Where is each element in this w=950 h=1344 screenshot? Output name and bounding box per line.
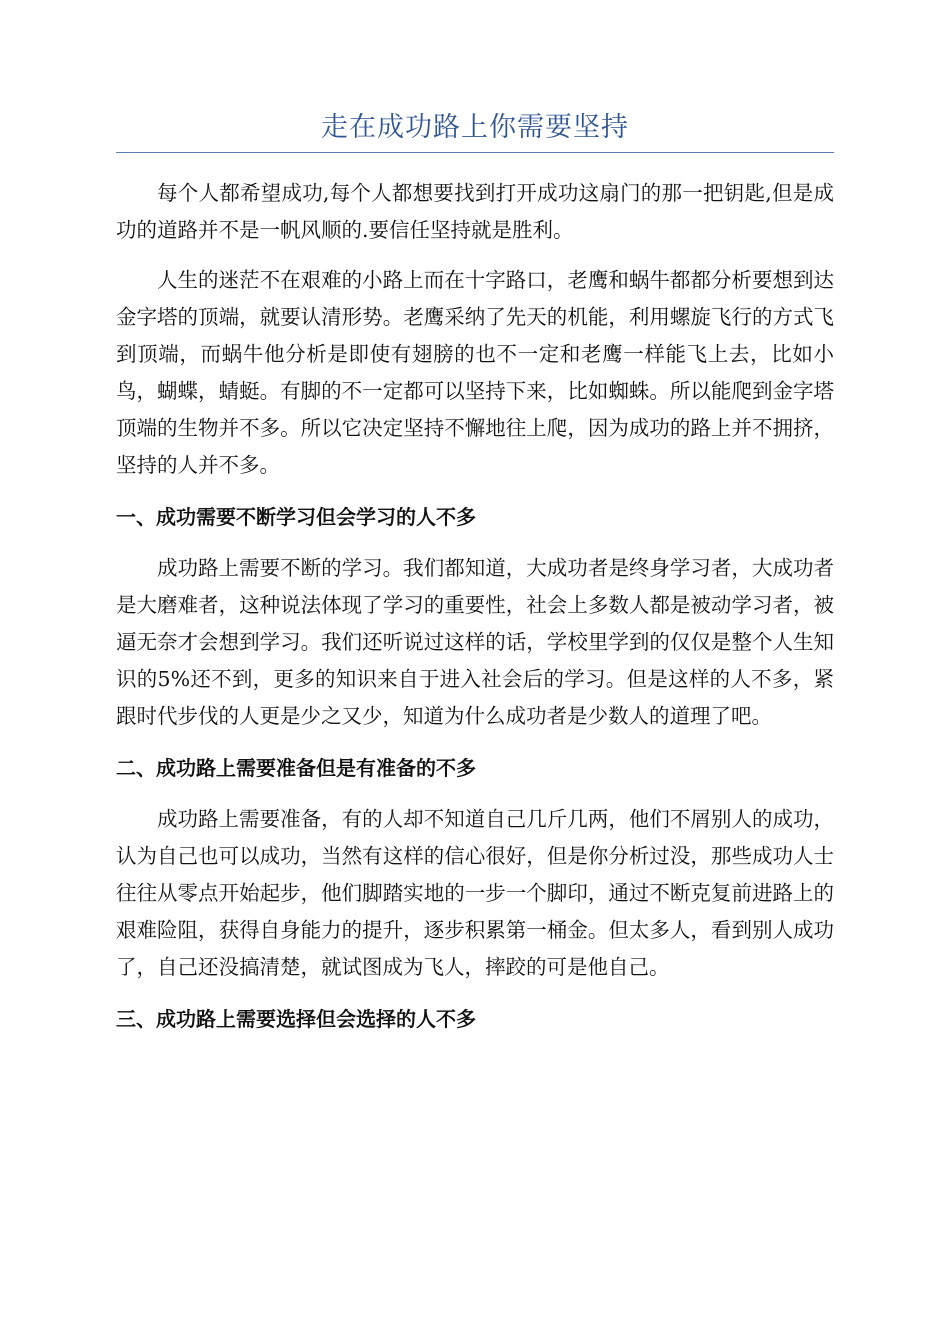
section-body-preparation: 成功路上需要准备，有的人却不知道自己几斤几两，他们不屑别人的成功，认为自己也可以成功，当然有这样的信心很好，但是你分析过没，那些成功人士往往从零点开始起步，他们脚踏实地的一步一个脚印，通过不断克复前进路上的艰难险阻，获得自身能力的提升，逐步积累第一桶金。但太多人，看到别人成功了，自己还没搞清楚，就试图成为飞人，摔跤的可是他自己。	[116, 807, 834, 979]
section-heading-preparation: 二、成功路上需要准备但是有准备的不多	[116, 756, 476, 780]
intro-paragraph: 每个人都希望成功,每个人都想要找到打开成功这扇门的那一把钥匙,但是成功的道路并不是一帆风顺的.要信任坚持就是胜利。	[116, 181, 834, 242]
document-page	[116, 108, 834, 1052]
section-heading-learning: 一、成功需要不断学习但会学习的人不多	[116, 505, 476, 529]
document-title: 走在成功路上你需要坚持	[321, 112, 629, 143]
section-body-learning: 成功路上需要不断的学习。我们都知道，大成功者是终身学习者，大成功者是大磨难者，这种说法体现了学习的重要性，社会上多数人都是被动学习者，被逼无奈才会想到学习。我们还听说过这样的话，学校里学到的仅仅是整个人生知识的5%还不到，更多的知识来自于进入社会后的学习。但是这样的人不多，紧跟时代步伐的人更是少之又少，知道为什么成功者是少数人的道理了吧。	[116, 556, 834, 728]
title-underline	[116, 152, 834, 153]
eagle-snail-paragraph: 人生的迷茫不在艰难的小路上而在十字路口，老鹰和蜗牛都都分析要想到达金字塔的顶端，就要认清形势。老鹰采纳了先天的机能，利用螺旋飞行的方式飞到顶端，而蜗牛他分析是即使有翅膀的也不一定和老鹰一样能飞上去，比如小鸟，蝴蝶，蜻蜓。有脚的不一定都可以坚持下来，比如蜘蛛。所以能爬到金字塔顶端的生物并不多。所以它决定坚持不懈地往上爬，因为成功的路上并不拥挤，坚持的人并不多。	[116, 268, 834, 477]
section-heading-choice: 三、成功路上需要选择但会选择的人不多	[116, 1007, 476, 1031]
